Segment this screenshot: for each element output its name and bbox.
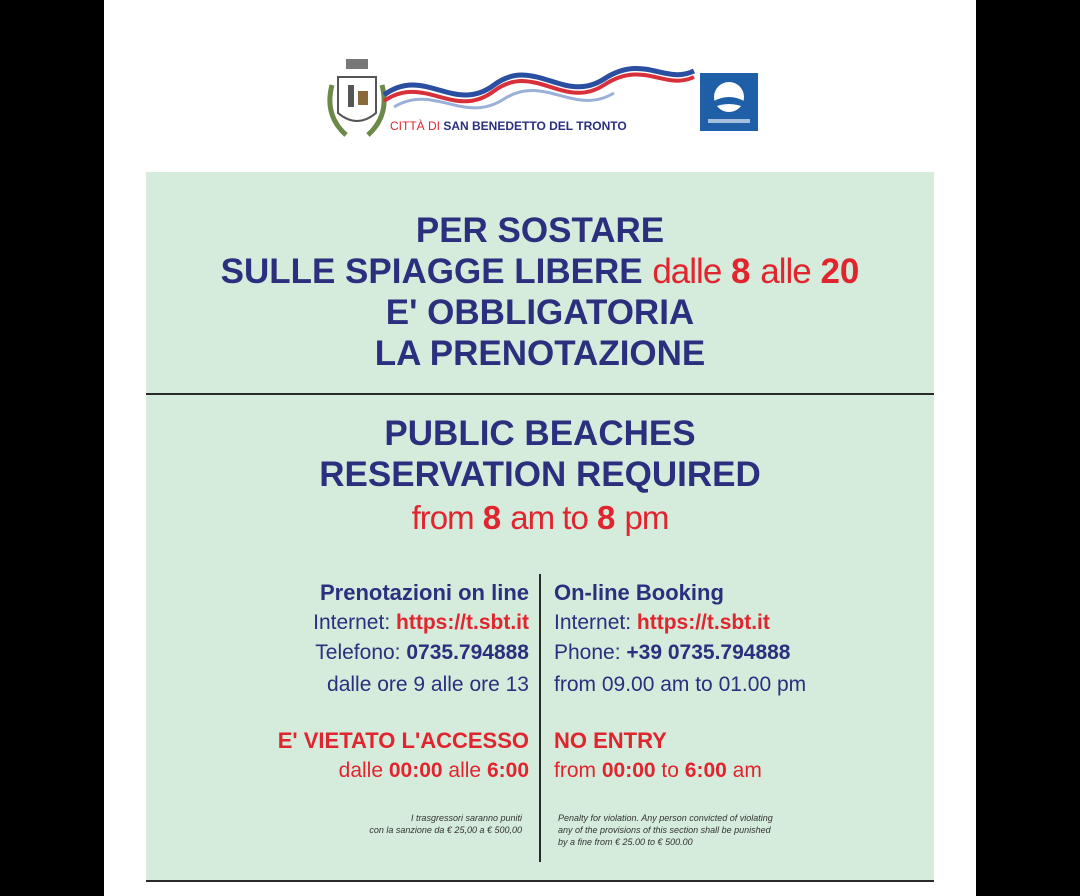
- entry-it-title: E' VIETATO L'ACCESSO: [277, 728, 529, 753]
- en-heading-line2: RESERVATION REQUIRED: [319, 455, 761, 494]
- booking-it-internet: Internet: https://t.sbt.it: [313, 611, 529, 634]
- entry-en-title: NO ENTRY: [554, 728, 667, 753]
- entry-en-times: from 00:00 to 6:00 am: [554, 759, 762, 782]
- booking-en: [554, 578, 806, 700]
- booking-it: [313, 578, 529, 700]
- poster-page: [104, 0, 976, 896]
- entry-it: [278, 726, 529, 786]
- booking-it-url[interactable]: https://t.sbt.it: [396, 611, 529, 634]
- booking-it-phone: Telefono: 0735.794888: [315, 641, 529, 664]
- booking-it-hours: dalle ore 9 alle ore 13: [327, 673, 529, 696]
- penalty-en: Penalty for violation. Any person convicted of violating any of the provisions of this section shall be punished by a fine from € 25.00 to € 500.00: [558, 813, 773, 847]
- entry-it-times: dalle 00:00 alle 6:00: [338, 759, 529, 782]
- bottom-rule: [146, 880, 934, 882]
- section-divider: [146, 393, 934, 395]
- it-heading-line1: PER SOSTARE: [415, 211, 665, 250]
- booking-en-internet: Internet: https://t.sbt.it: [554, 611, 770, 634]
- it-heading-line4: LA PRENOTAZIONE: [374, 334, 706, 373]
- it-heading-line2: SULLE SPIAGGE LIBERE dalle 8 alle 20: [220, 252, 860, 291]
- booking-it-title: Prenotazioni on line: [319, 580, 529, 605]
- penalty-it: I trasgressori saranno puniti con la sanzione da € 25,00 a € 500,00: [369, 813, 522, 835]
- header-logo: [324, 55, 764, 145]
- city-name: CITTÀ DI SAN BENEDETTO DEL TRONTO: [390, 119, 627, 133]
- en-heading-line3: from 8 am to 8 pm: [411, 499, 669, 536]
- booking-en-phone: Phone: +39 0735.794888: [554, 641, 791, 664]
- crest-shield-icon: [330, 59, 384, 135]
- it-heading-line3: E' OBBLIGATORIA: [385, 293, 695, 332]
- booking-en-hours: from 09.00 am to 01.00 pm: [554, 673, 807, 696]
- notice-panel: [146, 172, 934, 880]
- en-heading-line1: PUBLIC BEACHES: [384, 414, 696, 453]
- column-divider: [539, 574, 541, 862]
- entry-en: [554, 726, 762, 786]
- booking-en-title: On-line Booking: [554, 580, 724, 605]
- booking-en-url[interactable]: https://t.sbt.it: [636, 611, 770, 634]
